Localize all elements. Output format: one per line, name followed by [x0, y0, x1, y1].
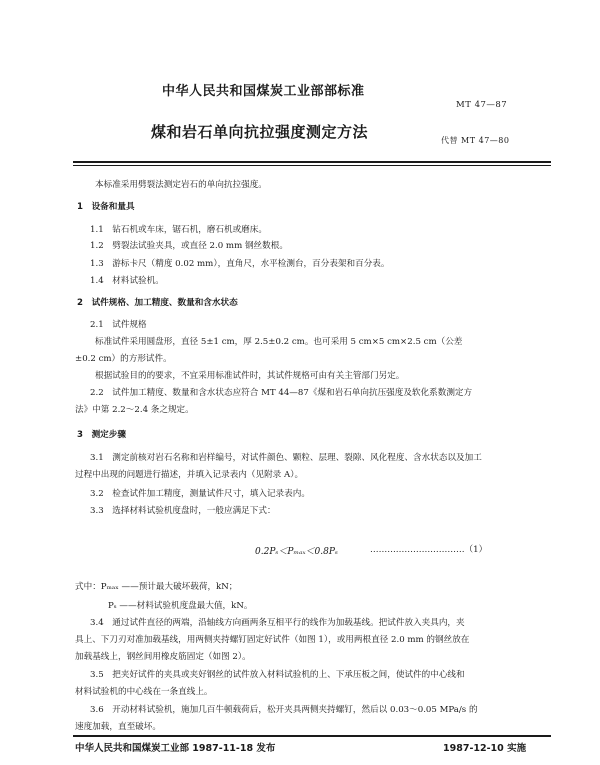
paragraph-line: ±0.2 cm）的方形试件。	[75, 354, 172, 364]
footer-rule	[73, 735, 551, 737]
replaces-standard: 代替 MT 47—80	[441, 136, 510, 145]
definition: Pₛ ——材料试验机度盘最大值，kN。	[108, 601, 253, 611]
clause: 3.3 选择材料试验机度盘时，一般应满足下式：	[90, 506, 276, 516]
clause: 2.2 试件加工精度、数量和含水状态应符合 MT 44—87《煤和岩石单向抗压强度及软化系数测定方	[90, 388, 473, 398]
clause: 3.6 开动材料试验机，施加几百牛顿载荷后，松开夹具两侧夹持螺钉，然后以 0.03～0.05 MPa/s 的	[90, 705, 478, 715]
header-rule-thin	[73, 165, 551, 166]
paragraph-line: 材料试验机的中心线在一条直线上。	[75, 687, 213, 697]
section-heading: 3 测定步骤	[77, 430, 126, 440]
paragraph-line: 过程中出现的问题进行描述，并填入记录表内（见附录 A）。	[75, 470, 304, 480]
paragraph-line: 速度加载，直至破坏。	[75, 722, 161, 732]
header-rule-thick	[73, 161, 551, 163]
org-standard-title: 中华人民共和国煤炭工业部部标准	[162, 84, 365, 99]
section-heading: 2 试件规格、加工精度、数量和含水状态	[77, 298, 238, 308]
clause: 1.3 游标卡尺（精度 0.02 mm），直角尺，水平检测台，百分表架和百分表。	[90, 259, 390, 269]
definition: 式中：Pₘₐₓ ——预计最大破坏载荷，kN；	[75, 582, 238, 592]
paragraph-line: 法》中第 2.2～2.4 条之规定。	[75, 405, 194, 415]
formula-expression: 0.2Pₛ＜Pₘₐₓ＜0.8Pₛ	[255, 547, 338, 557]
clause: 1.1 钻石机或车床，锯石机，磨石机或磨床。	[90, 225, 267, 235]
paragraph-line: 加载基线上，钢丝间用橡皮筋固定（如图 2）。	[75, 652, 251, 662]
clause: 3.4 通过试件直径的两端，沿轴线方向画两条互相平行的线作为加载基线。把试件放入夹具内，夹	[90, 618, 465, 628]
clause: 3.1 测定前核对岩石名称和岩样编号，对试件颜色、颗粒、层理、裂隙、风化程度、含水状态以及加工	[90, 453, 482, 463]
clause: 3.2 检查试件加工精度，测量试件尺寸，填入记录表内。	[90, 489, 310, 499]
clause: 2.1 试件规格	[90, 320, 147, 330]
clause: 1.4 材料试验机。	[90, 276, 164, 286]
paragraph-line: 根据试验目的的要求，不宜采用标准试件时，其试件规格可由有关主管部门另定。	[95, 371, 405, 381]
section-heading: 1 设备和量具	[77, 202, 135, 212]
standard-number: MT 47—87	[456, 100, 508, 110]
clause: 1.2 劈裂法试验夹具，或直径 2.0 mm 钢丝数根。	[90, 241, 288, 251]
intro-paragraph: 本标准采用劈裂法测定岩石的单向抗拉强度。	[95, 180, 267, 190]
paragraph-line: 具上、下刀刃对准加载基线，用两侧夹持螺钉固定好试件（如图 1），或用两根直径 2.0 mm 的钢丝放在	[75, 635, 470, 645]
effective-date: 1987-12-10 实施	[443, 743, 527, 754]
clause: 3.5 把夹好试件的夹具或夹好钢丝的试件放入材料试验机的上、下承压板之间，使试件的中心线和	[90, 670, 465, 680]
formula-number: ……………………………（1）	[370, 545, 488, 555]
paragraph-line: 标准试件采用圆盘形，直径 5±1 cm，厚 2.5±0.2 cm。也可采用 5 cm×5 cm×2.5 cm（公差	[95, 337, 463, 347]
document-title: 煤和岩石单向抗拉强度测定方法	[151, 123, 369, 141]
issue-date: 中华人民共和国煤炭工业部 1987-11-18 发布	[75, 743, 276, 754]
